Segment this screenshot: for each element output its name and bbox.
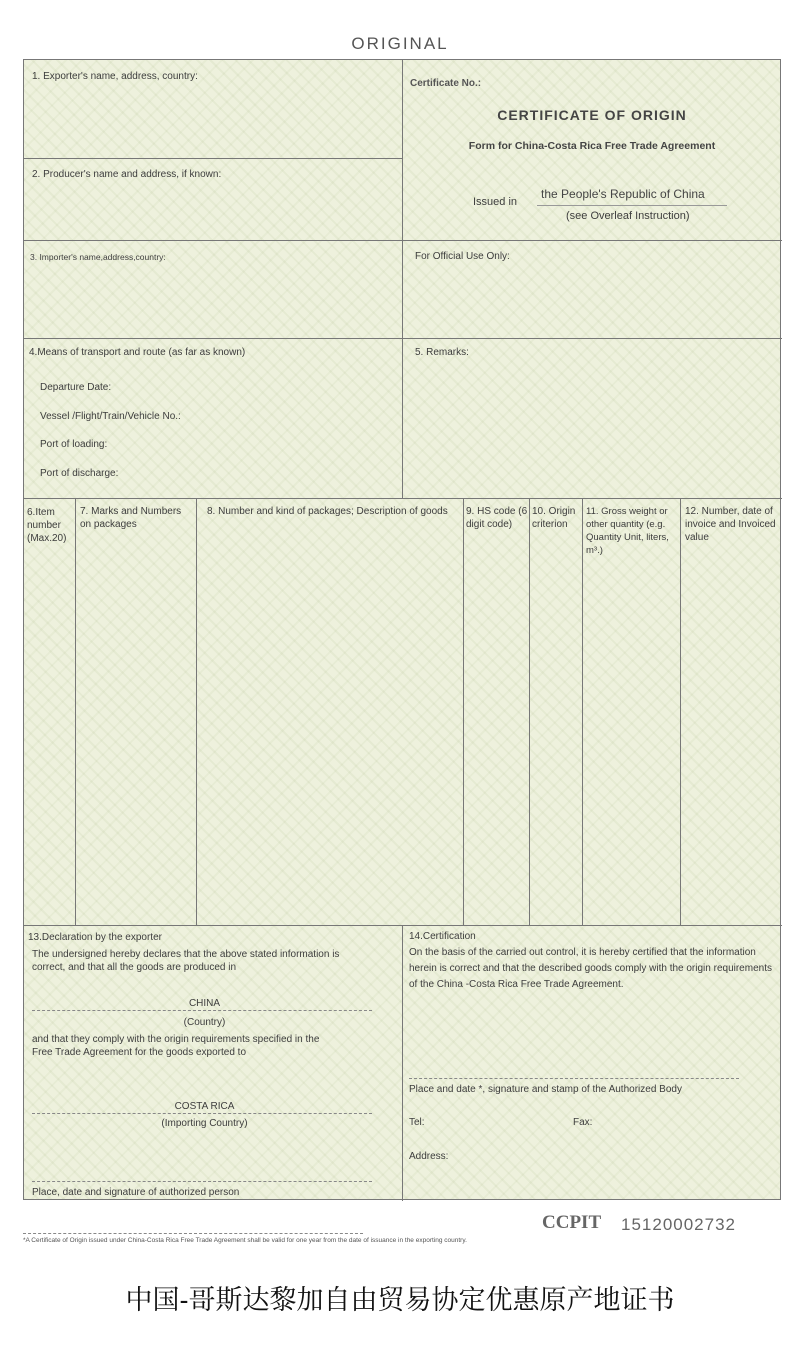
certification-text: On the basis of the carried out control, it is hereby certified that the information herein is correct and that the described goods comply with the origin requirements of the China -Costa Rica Free Trade Agreement. <box>409 947 772 990</box>
port-discharge-label: Port of discharge: <box>40 468 119 479</box>
issued-country: the People's Republic of China <box>541 187 705 201</box>
importing-country-label: (Importing Country) <box>161 1118 248 1129</box>
col-marks-header: 7. Marks and Numbers on packages <box>80 506 182 530</box>
issued-in-label: Issued in <box>473 196 518 208</box>
divider-items-table <box>24 498 782 499</box>
footnote-line <box>23 1233 363 1234</box>
divider-col-9 <box>463 498 464 925</box>
divider-col-10 <box>529 498 530 925</box>
col-description-header: 8. Number and kind of packages; Description of goods <box>207 506 448 517</box>
declaration-text: The undersigned hereby declares that the above stated information is correct, and that all the goods are produced in <box>32 949 340 973</box>
col-gross-weight-header: 11. Gross weight or other quantity (e.g. Quantity Unit, liters, m³.) <box>586 506 669 556</box>
importing-country-value: COSTA RICA <box>174 1101 235 1112</box>
divider-declaration <box>24 925 782 926</box>
certification-place-label: Place and date *, signature and stamp of the Authorized Body <box>409 1084 682 1095</box>
transport-route-label: 4.Means of transport and route (as far as known) <box>29 347 246 358</box>
certificate-form <box>23 59 781 1200</box>
certificate-title: CERTIFICATE OF ORIGIN <box>497 107 687 123</box>
producer-label: 2. Producer's name and address, if known: <box>32 169 222 180</box>
importing-country-line <box>32 1113 372 1114</box>
divider-col-8 <box>196 498 197 925</box>
tel-label: Tel: <box>409 1117 425 1128</box>
producing-country-label: (Country) <box>183 1017 226 1028</box>
port-loading-label: Port of loading: <box>40 439 108 450</box>
divider-col-12 <box>680 498 681 925</box>
original-heading: ORIGINAL <box>351 34 449 53</box>
fax-label: Fax: <box>573 1117 593 1128</box>
ccpit-mark: CCPIT <box>542 1212 602 1233</box>
official-use-label: For Official Use Only: <box>415 251 510 262</box>
signature-label: Place, date and signature of authorized person <box>32 1187 240 1198</box>
issued-country-underline <box>537 205 727 206</box>
divider-vertical-bottom <box>402 925 403 1201</box>
departure-date-label: Departure Date: <box>40 382 112 393</box>
certificate-subtitle: Form for China-Costa Rica Free Trade Agreement <box>468 140 716 152</box>
signature-line <box>32 1181 372 1182</box>
address-label: Address: <box>409 1151 449 1162</box>
exporter-label: 1. Exporter's name, address, country: <box>32 71 198 82</box>
divider-col-11 <box>582 498 583 925</box>
col-item-number-header: 6.Item number (Max.20) <box>27 507 67 544</box>
producing-country-line <box>32 1010 372 1011</box>
divider-vertical-top <box>402 60 403 498</box>
col-invoice-header: 12. Number, date of invoice and Invoiced value <box>685 506 776 543</box>
producing-country-value: CHINA <box>188 998 221 1009</box>
divider-row-3 <box>24 240 782 241</box>
certificate-serial: 15120002732 <box>621 1215 737 1234</box>
importer-label: 3. Importer's name,address,country: <box>30 252 166 262</box>
vessel-label: Vessel /Flight/Train/Vehicle No.: <box>40 411 181 422</box>
divider-box1-box2 <box>24 158 402 159</box>
col-hs-code-header: 9. HS code (6 digit code) <box>466 506 528 530</box>
col-origin-criterion-header: 10. Origin criterion <box>532 506 576 530</box>
remarks-label: 5. Remarks: <box>415 347 469 358</box>
overleaf-instruction: (see Overleaf Instruction) <box>566 210 690 222</box>
certification-label: 14.Certification <box>409 931 476 942</box>
certification-place-line <box>409 1078 739 1079</box>
compliance-text: and that they comply with the origin requirements specified in the Free Trade Agreement for the goods exported to <box>32 1034 320 1058</box>
declaration-label: 13.Declaration by the exporter <box>28 932 162 943</box>
divider-col-7 <box>75 498 76 925</box>
page-caption: 中国-哥斯达黎加自由贸易协定优惠原产地证书 <box>125 1285 675 1315</box>
divider-row-4 <box>24 338 782 339</box>
certificate-number-label: Certificate No.: <box>410 78 482 89</box>
validity-footnote: *A Certificate of Origin issued under China-Costa Rica Free Trade Agreement shall be valid for one year from the date of issuance in the exporting country. <box>23 1237 467 1244</box>
